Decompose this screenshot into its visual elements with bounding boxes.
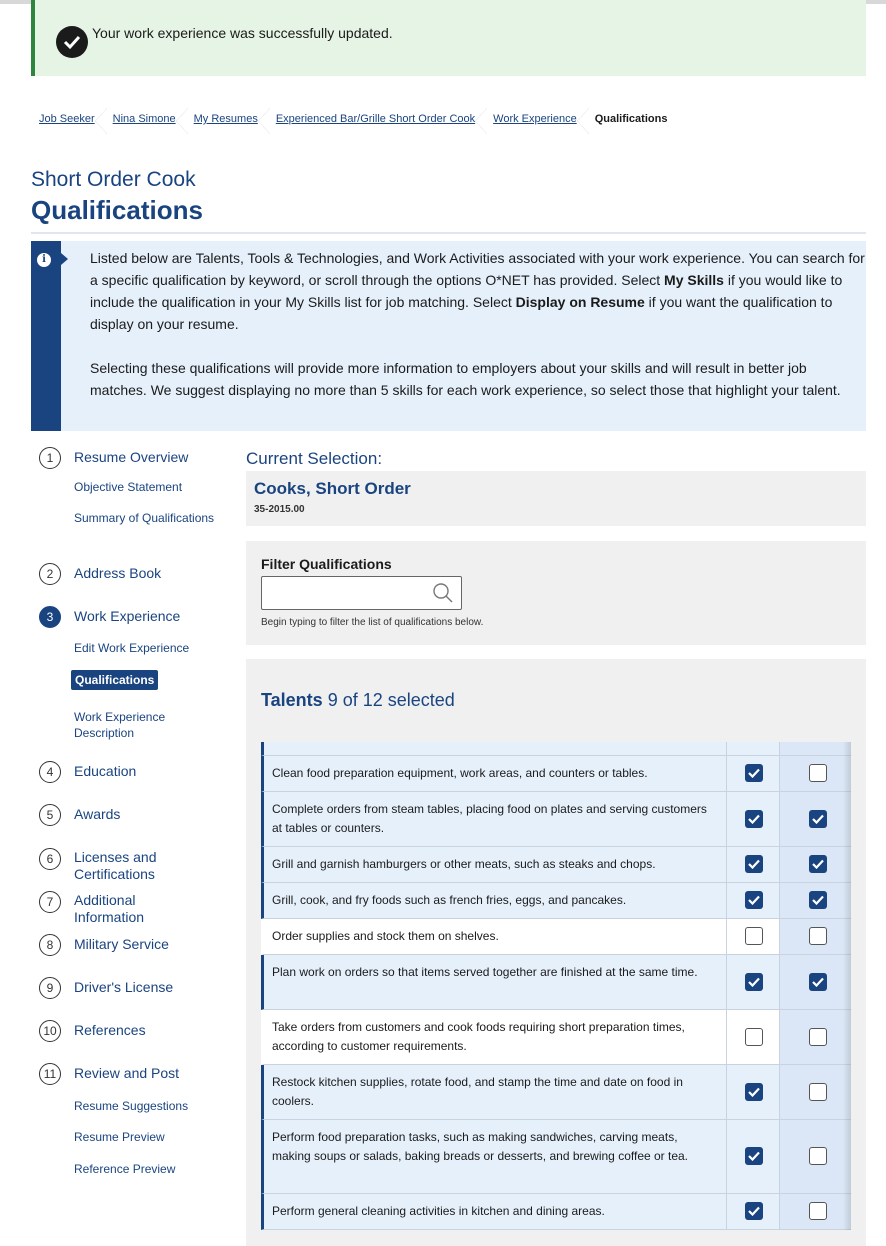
display-on-resume-cell [780, 1194, 851, 1229]
display-on-resume-cell [780, 792, 851, 846]
talents-panel [246, 659, 866, 1246]
talent-text: Plan work on orders so that items served together are finished at the same time. [272, 964, 698, 979]
my-skills-cell [726, 756, 780, 791]
talent-text: Grill, cook, and fry foods such as french fries, eggs, and pancakes. [272, 892, 627, 907]
talent-row [261, 1194, 851, 1230]
title-divider [31, 232, 866, 234]
display-on-resume-checkbox[interactable] [809, 891, 827, 909]
filter-label: Filter Qualifications [261, 556, 392, 572]
info-notch [61, 253, 68, 265]
scroll-shadow [843, 742, 851, 1230]
my-skills-checkbox[interactable] [745, 891, 763, 909]
my-skills-cell [726, 1120, 780, 1193]
occupation-code: 35-2015.00 [254, 504, 305, 515]
search-icon[interactable] [432, 582, 454, 609]
sub-reference-preview[interactable]: Reference Preview [74, 1162, 176, 1176]
breadcrumb-current: Qualifications [594, 113, 668, 125]
breadcrumb-resume[interactable]: Experienced Bar/Grille Short Order Cook [268, 108, 485, 134]
talent-text: Complete orders from steam tables, placing food on plates and serving customers at tables or counters. [272, 801, 707, 835]
my-skills-checkbox[interactable] [745, 1028, 763, 1046]
success-alert [31, 0, 866, 76]
filter-input-wrapper[interactable] [261, 576, 462, 610]
display-on-resume-checkbox[interactable] [809, 810, 827, 828]
display-on-resume-checkbox[interactable] [809, 764, 827, 782]
my-skills-checkbox[interactable] [745, 855, 763, 873]
alert-message: Your work experience was successfully updated. [92, 25, 393, 41]
current-selection-label: Current Selection: [246, 449, 383, 468]
talent-row [261, 883, 851, 919]
talent-row [261, 792, 851, 847]
my-skills-checkbox[interactable] [745, 1147, 763, 1165]
display-on-resume-cell [780, 883, 851, 918]
talent-row [261, 1065, 851, 1120]
display-on-resume-cell [780, 919, 851, 954]
info-paragraph-2: Selecting these qualifications will provide more information to employers about your skills and will result in better job matches. We suggest displaying no more than 5 skills for each work experience, so select those that highlight your talent. [90, 360, 841, 398]
breadcrumb-nina-simone[interactable]: Nina Simone [105, 108, 186, 134]
sub-summary-of-qualifications[interactable]: Summary of Qualifications [74, 511, 215, 525]
info-panel [31, 241, 866, 431]
sub-objective-statement[interactable]: Objective Statement [74, 480, 183, 494]
breadcrumb-work-experience[interactable]: Work Experience [485, 108, 587, 134]
display-on-resume-cell [780, 1120, 851, 1193]
display-on-resume-cell [780, 756, 851, 791]
sub-qualifications[interactable]: Qualifications [71, 670, 158, 690]
talent-row [261, 847, 851, 883]
my-skills-cell [726, 847, 780, 882]
display-on-resume-checkbox[interactable] [809, 973, 827, 991]
my-skills-cell [726, 955, 780, 1009]
my-skills-cell [726, 1194, 780, 1229]
display-on-resume-cell [780, 847, 851, 882]
talent-text: Order supplies and stock them on shelves. [272, 928, 499, 943]
occupation-title: Cooks, Short Order [254, 479, 411, 498]
sub-resume-suggestions[interactable]: Resume Suggestions [74, 1099, 189, 1113]
sub-work-experience-description[interactable]: Work Experience Description [74, 710, 166, 740]
info-paragraph-1: Listed below are Talents, Tools & Technologies, and Work Activities associated with your work experience. You can search for a specific qualification by keyword, or scroll through the options O*NET has provided. Select My Skills if you would like to include the qualification in your My Skills list for job matching. Select Display on Resume if you want the qualification to display on your resume. [90, 250, 865, 332]
current-selection-box [246, 471, 866, 526]
my-skills-checkbox[interactable] [745, 927, 763, 945]
display-on-resume-checkbox[interactable] [809, 1028, 827, 1046]
talents-heading: Talents 9 of 12 selected [261, 690, 455, 710]
talent-row [261, 919, 851, 955]
talent-text: Perform general cleaning activities in kitchen and dining areas. [272, 1203, 605, 1218]
display-on-resume-checkbox[interactable] [809, 927, 827, 945]
my-skills-checkbox[interactable] [745, 810, 763, 828]
talent-row-partial [261, 742, 851, 756]
talents-list[interactable] [261, 742, 851, 1230]
breadcrumb-job-seeker[interactable]: Job Seeker [31, 108, 105, 134]
filter-panel [246, 541, 866, 645]
display-on-resume-cell [780, 1065, 851, 1119]
breadcrumb [31, 108, 677, 134]
talent-text: Perform food preparation tasks, such as making sandwiches, carving meats, making soups or salads, baking breads or desserts, and brewing coffee or tea. [272, 1129, 689, 1163]
my-skills-checkbox[interactable] [745, 1202, 763, 1220]
display-on-resume-checkbox[interactable] [809, 1202, 827, 1220]
filter-input[interactable] [266, 581, 426, 605]
talent-row [261, 955, 851, 1010]
display-on-resume-cell [780, 1010, 851, 1064]
page-subtitle: Short Order Cook [31, 168, 196, 191]
talent-text: Grill and garnish hamburgers or other meats, such as steaks and chops. [272, 856, 656, 871]
info-icon: i [37, 253, 51, 267]
my-skills-checkbox[interactable] [745, 973, 763, 991]
my-skills-cell [726, 919, 780, 954]
my-skills-cell [726, 1010, 780, 1064]
display-on-resume-checkbox[interactable] [809, 1083, 827, 1101]
filter-hint: Begin typing to filter the list of qualifications below. [261, 617, 484, 628]
talent-row [261, 1120, 851, 1194]
talent-text: Clean food preparation equipment, work areas, and counters or tables. [272, 765, 648, 780]
display-on-resume-cell [780, 955, 851, 1009]
talent-text: Restock kitchen supplies, rotate food, and stamp the time and date on food in coolers. [272, 1074, 683, 1108]
check-circle-icon [56, 26, 88, 58]
talent-row [261, 756, 851, 792]
my-skills-checkbox[interactable] [745, 764, 763, 782]
my-skills-cell [726, 883, 780, 918]
my-skills-cell [726, 1065, 780, 1119]
sub-edit-work-experience[interactable]: Edit Work Experience [74, 641, 190, 655]
sub-resume-preview[interactable]: Resume Preview [74, 1130, 165, 1144]
display-on-resume-checkbox[interactable] [809, 855, 827, 873]
talent-text: Take orders from customers and cook foods requiring short preparation times, according to customer requirements. [272, 1019, 685, 1053]
breadcrumb-my-resumes[interactable]: My Resumes [186, 108, 268, 134]
page-title: Qualifications [31, 195, 203, 225]
display-on-resume-checkbox[interactable] [809, 1147, 827, 1165]
talent-row [261, 1010, 851, 1065]
my-skills-checkbox[interactable] [745, 1083, 763, 1101]
my-skills-cell [726, 792, 780, 846]
